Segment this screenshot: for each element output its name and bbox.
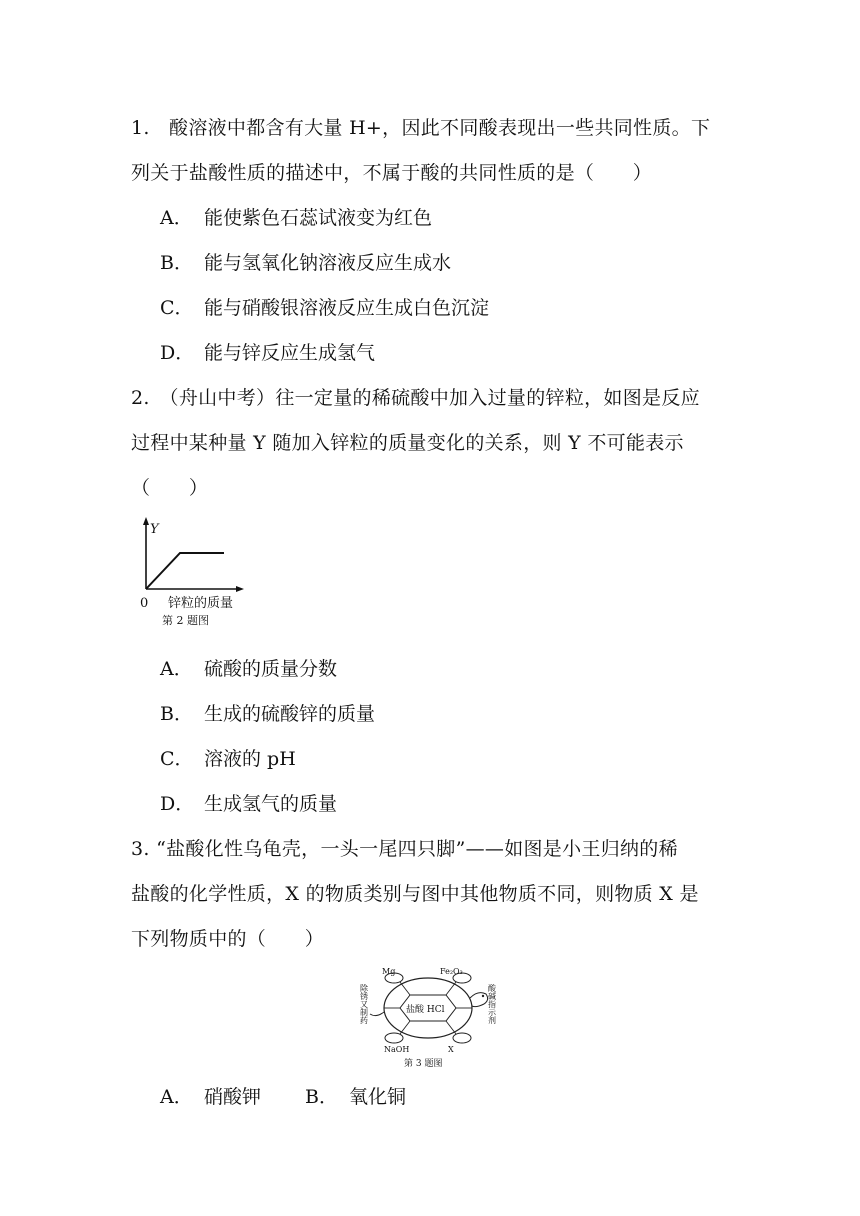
option-letter: A． bbox=[160, 207, 193, 229]
q2-stem-line-1: 2. （舟山中考）往一定量的稀硫酸中加入过量的锌粒，如图是反应 bbox=[131, 387, 700, 409]
option-letter: A． bbox=[160, 1086, 193, 1108]
option-letter: D． bbox=[160, 793, 195, 815]
option-letter: B． bbox=[160, 703, 193, 725]
x-axis-label: 锌粒的质量 bbox=[168, 596, 234, 611]
figure-caption: 第 2 题图 bbox=[162, 614, 209, 627]
q1-option-d bbox=[160, 341, 375, 365]
turtle-tail bbox=[370, 1012, 384, 1016]
top-left-label: Mg bbox=[382, 967, 396, 976]
q2-graph-figure bbox=[128, 515, 258, 633]
center-label: 盐酸 HCl bbox=[406, 1005, 445, 1015]
q1-stem-line-2: 列关于盐酸性质的描述中，不属于酸的共同性质的是（ ） bbox=[131, 162, 653, 184]
q1-option-a bbox=[160, 206, 432, 230]
option-letter: B． bbox=[305, 1086, 338, 1108]
option-text: 生成的硫酸锌的质量 bbox=[204, 703, 376, 725]
option-text: 溶液的 pH bbox=[204, 748, 296, 770]
q2-stem-line-2: 过程中某种量 Y 随加入锌粒的质量变化的关系，则 Y 不可能表示 bbox=[131, 432, 684, 454]
option-text: 硝酸钾 bbox=[204, 1086, 262, 1108]
q3-turtle-figure bbox=[356, 962, 506, 1072]
q2-option-d bbox=[160, 792, 337, 816]
option-text: 能与氢氧化钠溶液反应生成水 bbox=[204, 252, 452, 274]
q3-options-row bbox=[160, 1085, 406, 1109]
option-text: 能与硝酸银溶液反应生成白色沉淀 bbox=[204, 297, 490, 319]
q2-option-a bbox=[160, 657, 337, 681]
q2-option-c bbox=[160, 747, 296, 771]
q1-option-c bbox=[160, 296, 489, 320]
q3-stem-line-2: 盐酸的化学性质，X 的物质类别与图中其他物质不同，则物质 X 是 bbox=[131, 883, 699, 905]
option-letter: D． bbox=[160, 342, 195, 364]
q1-option-b bbox=[160, 251, 451, 275]
top-right-label: Fe₂O₃ bbox=[440, 967, 463, 976]
option-letter: A． bbox=[160, 658, 193, 680]
option-text: 硫酸的质量分数 bbox=[204, 658, 338, 680]
option-text: 能与锌反应生成氢气 bbox=[204, 342, 376, 364]
y-axis-arrow bbox=[143, 517, 149, 525]
option-text: 氧化铜 bbox=[349, 1086, 407, 1108]
bottom-left-label: NaOH bbox=[384, 1045, 410, 1054]
option-letter: C． bbox=[160, 297, 194, 319]
q2-option-b bbox=[160, 702, 375, 726]
turtle-leg-bottom-right bbox=[453, 1033, 471, 1043]
turtle-head bbox=[470, 993, 488, 1007]
q3-stem-line-3: 下列物质中的（ ） bbox=[131, 928, 325, 950]
y-axis-label: Y bbox=[150, 522, 159, 537]
option-text: 能使紫色石蕊试液变为红色 bbox=[204, 207, 433, 229]
turtle-leg-bottom-left bbox=[385, 1033, 403, 1043]
tail-vertical-label: 除锈又制药 bbox=[359, 984, 369, 1024]
q3-stem-line-1: 3. “盐酸化性乌龟壳，一头一尾四只脚”——如图是小王归纳的稀 bbox=[131, 838, 678, 860]
x-axis-arrow bbox=[236, 586, 244, 592]
head-vertical-label: 酸碱指示剂 bbox=[487, 984, 497, 1024]
q1-stem-line-1: 1. 酸溶液中都含有大量 H+，因此不同酸表现出一些共同性质。下 bbox=[131, 117, 711, 139]
origin-label: 0 bbox=[140, 596, 149, 611]
figure-caption: 第 3 题图 bbox=[404, 1059, 443, 1069]
option-letter: C． bbox=[160, 748, 194, 770]
q2-stem-line-3: （ ） bbox=[131, 477, 209, 499]
option-text: 生成氢气的质量 bbox=[204, 793, 338, 815]
bottom-right-label: X bbox=[448, 1045, 454, 1054]
option-letter: B． bbox=[160, 252, 193, 274]
y-curve bbox=[146, 553, 224, 589]
